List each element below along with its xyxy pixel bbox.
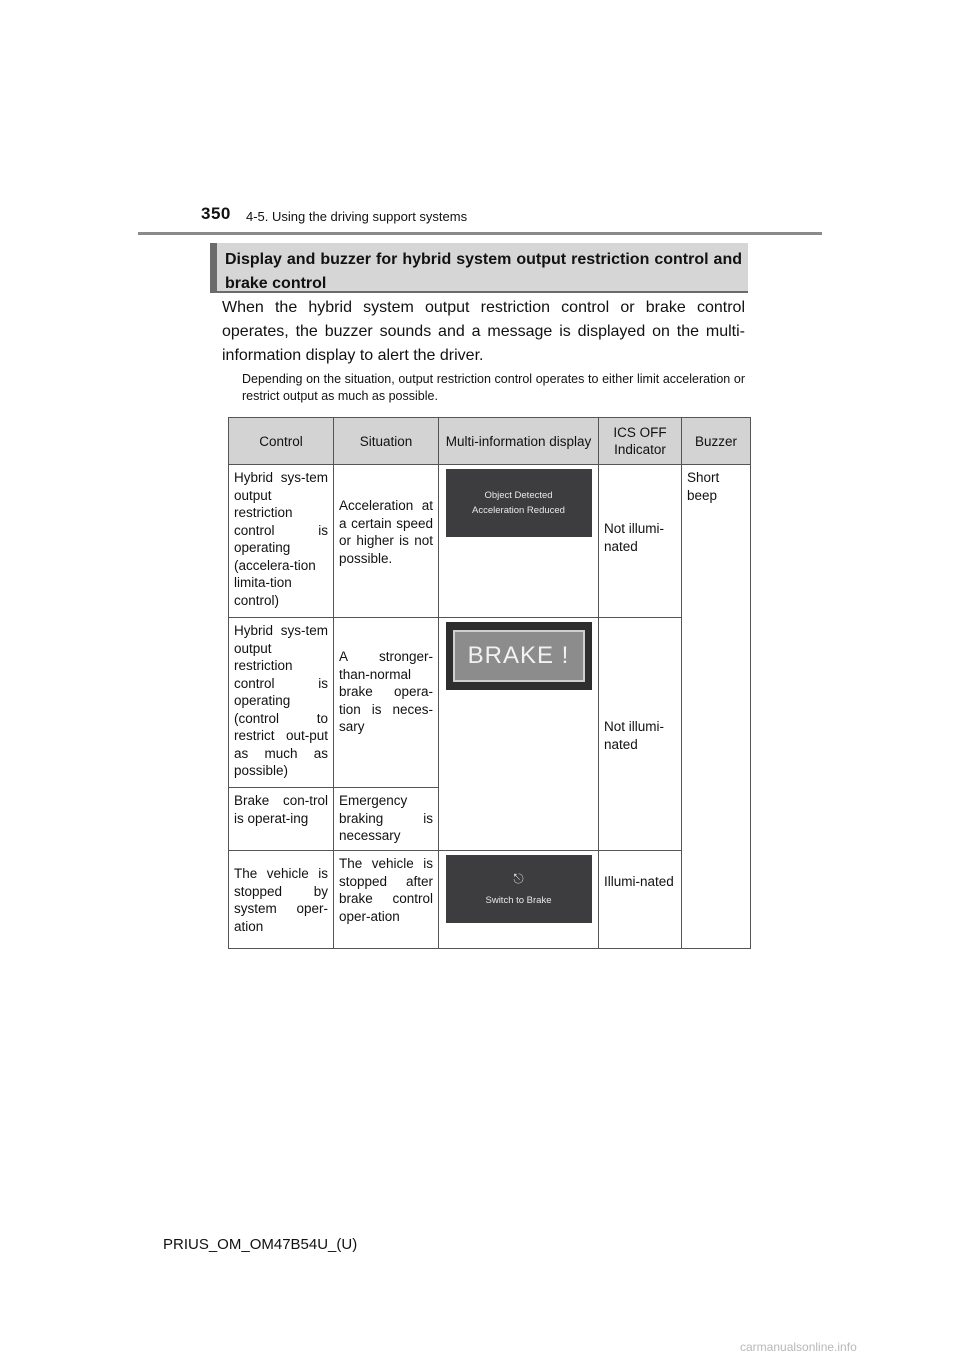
header-control: Control	[229, 418, 334, 465]
footer-code: PRIUS_OM_OM47B54U_(U)	[163, 1236, 358, 1253]
header-indicator: ICS OFF Indicator	[599, 418, 682, 465]
buzzer-cell: Short beep	[682, 465, 751, 949]
situation-cell: Emergency braking is necessary	[334, 788, 439, 851]
situation-cell: A stronger-than-normal brake opera-tion is neces-sary	[334, 618, 439, 788]
table-header-row	[229, 418, 751, 465]
display-text: Switch to Brake	[485, 894, 552, 906]
header-display: Multi-information display	[439, 418, 599, 465]
indicator-cell: Not illumi-nated	[599, 465, 682, 618]
table-row	[229, 618, 751, 788]
control-cell: The vehicle is stopped by system oper-ation	[229, 851, 334, 949]
display-cell	[439, 851, 599, 949]
header-buzzer: Buzzer	[682, 418, 751, 465]
table-row	[229, 465, 751, 618]
control-table	[228, 417, 751, 949]
display-screen	[446, 469, 592, 537]
header-rule	[138, 232, 822, 235]
display-cell	[439, 465, 599, 618]
control-cell: Hybrid sys-tem output restriction control is operating (control to restrict out-put as much as possible)	[229, 618, 334, 788]
section-title: 4-5. Using the driving support systems	[246, 209, 468, 224]
display-screen	[446, 855, 592, 923]
display-cell	[439, 618, 599, 851]
situation-cell: The vehicle is stopped after brake control oper-ation	[334, 851, 439, 949]
note-paragraph: Depending on the situation, output restriction control operates to either limit acceleration or restrict output as much as possible.	[242, 372, 745, 403]
display-screen	[446, 622, 592, 690]
heading-box: Display and buzzer for hybrid system output restriction control and brake control	[210, 243, 748, 293]
display-text-line2: Acceleration Reduced	[472, 505, 565, 516]
intro-paragraph: When the hybrid system output restriction control or brake control operates, the buzzer sounds and a message is displayed on the multi-information display to alert the driver.	[222, 299, 745, 364]
situation-cell: Acceleration at a certain speed or higher is not possible.	[334, 465, 439, 618]
display-text-line1: Object Detected	[484, 490, 553, 501]
watermark: carmanualsonline.info	[740, 1340, 857, 1354]
page-number: 350	[201, 204, 231, 223]
brake-warning: BRAKE !	[453, 630, 585, 682]
table-row	[229, 851, 751, 949]
header-situation: Situation	[334, 418, 439, 465]
control-cell: Hybrid sys-tem output restriction control is operating (accelera-tion limita-tion control)	[229, 465, 334, 618]
indicator-cell: Not illumi-nated	[599, 618, 682, 851]
indicator-cell: Illumi-nated	[599, 851, 682, 949]
control-cell: Brake con-trol is operat-ing	[229, 788, 334, 851]
shift-lever-icon: ⎋	[513, 870, 524, 886]
